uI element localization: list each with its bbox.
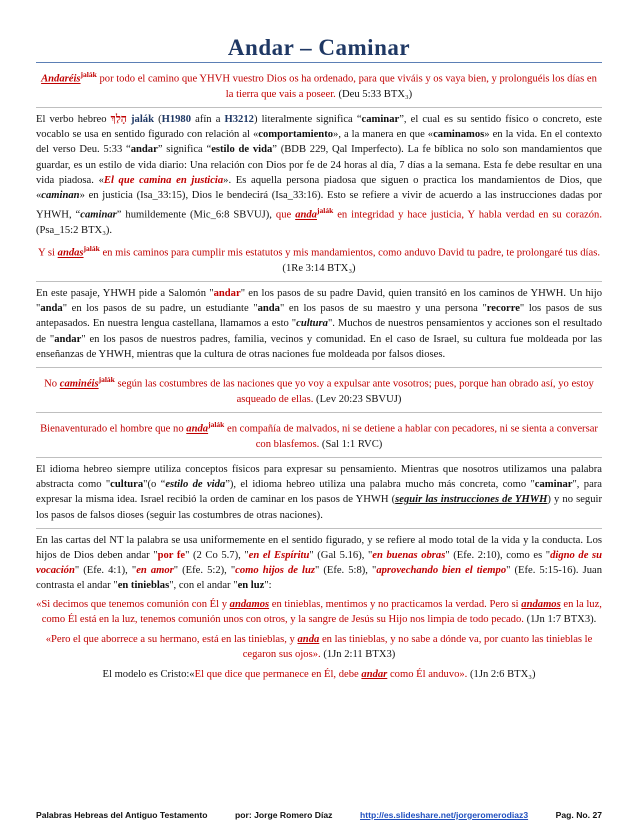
highlight-word: andamos [521, 598, 561, 610]
highlight-word: anda [186, 423, 209, 435]
paragraph-1: El verbo hebreo הָלַךְ jalák (H1980 afín a H3212) literalmente significa “caminar”, el cual es su sentido físico o concreto, este vocablo se usa en sentido figurado con relación al «comportamiento», a la manera en que «caminamos» en la vida. En el contexto del verso Deu. 5:33 “andar” significa “estilo de vida” (BDB 229, Qal Imperfecto). La fe bíblica no solo son mandamientos que guardar, es un estilo de vida diario: Una relación con Dios por fe de 24 horas al día, 7 días a la semana. Esta fe debe resultar en una vida piadosa. «El que camina en justicia». Es aquella persona piadosa que siguen o practica los mandamientos de Dios, que «caminan» en justicia (Isa_33:15), Dios le bendecirá (Isa_33:16). Esto se refiere a vivir de acuerdo a las instrucciones dadas por YHWH, “caminar” humildemente (Mic_6:8 SBVUJ), que anda$^{jalák}$ en integridad y hace justicia, Y habla verdad en su corazón. (Psa_15:2 BTX₃). [36, 113, 603, 236]
verse-reference: (Deu 5:33 BTX₃) [338, 88, 413, 100]
verse-1jn-2-6: El modelo es Cristo:«El que dice que permanece en Él, debe andar como Él anduvo». (1Jn 2:6 BTX₃) [102, 669, 536, 681]
page-title: Andar – Caminar [227, 35, 411, 60]
verse-1re-3-14: Y si andas$^{jalák}$ en mis caminos para cumplir mis estatutos y mis mandamientos, como anduvo David tu padre, te prolongaré tus días. (1Re 3:14 BTX₃) [38, 244, 600, 274]
highlight-word: andas [57, 247, 84, 259]
verse-1jn-2-11: «Pero el que aborrece a su hermano, está en las tinieblas, y anda en las tinieblas, y no sabe a dónde va, por cuanto las tinieblas le cegaron sus ojos». (1Jn 2:11 BTX3) [45, 633, 593, 661]
verse-text: por todo el camino que YHVH vuestro Dios os ha ordenado, para que viváis y os vaya bien, y prolonguéis los días en la tierra que vais a poseer. [99, 73, 597, 100]
hebrew-word: הָלַךְ [110, 113, 127, 125]
verse-lev-20-23: No caminéis$^{jalák}$ según las costumbres de las naciones que yo voy a expulsar ante vosotros; pues, porque han obrado así, yo estoy asqueado de ellas. (Lev 20:23 SBVUJ) [44, 375, 594, 405]
strong-code: H1980 [161, 113, 192, 125]
verse-sal-1-1: Bienaventurado el hombre que no anda$^{jalák}$ en compañía de malvados, ni se detiene a hablar con pecadores, ni se sienta a conversar con blasfemos. (Sal 1:1 RVC) [40, 419, 598, 450]
strong-code: H3212 [224, 113, 254, 125]
separator [36, 412, 602, 413]
highlight-word: anda [297, 633, 320, 645]
footer-book-title: Palabras Hebreas del Antiguo Testamento [36, 810, 208, 820]
verse-deu-5-33 [36, 67, 602, 102]
footer-link[interactable]: http://es.slideshare.net/jorgeromerodiaz3 [360, 810, 529, 820]
highlight-word: andamos [229, 598, 270, 610]
separator [36, 107, 602, 108]
highlight-word: andar [361, 669, 388, 681]
verse-reference: (1Jn 2:6 BTX₃) [470, 669, 536, 681]
paragraph-3: El idioma hebreo siempre utiliza conceptos físicos para expresar su pensamiento. Mientras que nosotros utilizamos una palabra abstracta como "cultura"(o “estilo de vida”), el idioma hebreo utiliza una palabra mucho más concreta, como "caminar", para expresar la misma idea. Israel recibió la orden de caminar en los pasos de YHWH (seguir las instrucciones de YHWH) y no seguir los pasos de falsos dioses (seguir las costumbres de otras naciones). [36, 463, 602, 521]
paragraph-2: En este pasaje, YHWH pide a Salomón "andar" en los pasos de su padre David, quien transitó en los caminos de YHWH. Un hijo "anda" en los pasos de su padre, un estudiante "anda" en los pasos de su maestro y una persona "recorre" los pasos de sus antepasados. En nuestra lengua castellana, llamamos a esto "cultura". Muchos de nuestros pensamientos y acciones son el resultado de "andar" en los pasos de nuestros padres, familia, vecinos y comunidad. En el caso de Israel, su cultura fue moldeada por las enseñanzas de YHWH, mientras que la cultura de otras naciones fue moldeada por falsos dioses. [36, 288, 602, 360]
verse-reference: (1Jn 2:11 BTX3) [323, 649, 396, 661]
separator [36, 367, 602, 368]
highlight-word: caminéis [59, 378, 99, 390]
footer-page-number: Pag. No. 27 [555, 810, 602, 820]
document-page [36, 34, 602, 683]
page-footer [36, 810, 602, 820]
title-rule [36, 62, 602, 63]
verse-1jn-1-7: «Si decimos que tenemos comunión con Él y andamos en tinieblas, mentimos y no practicamos la verdad. Pero si andamos en la luz, como Él está en la luz, tenemos comunión unos con otros, y la sangre de Jesús su Hijo nos limpia de todo pecado. (1Jn 1:7 BTX3). [36, 598, 602, 625]
verse-reference: (1Re 3:14 BTX₃) [282, 262, 356, 274]
separator [36, 528, 602, 529]
verse-reference: (1Jn 1:7 BTX3). [526, 613, 597, 625]
footer-author: por: Jorge Romero Díaz [235, 810, 333, 820]
highlight-word: Andaréis [41, 73, 81, 85]
paragraph-4: En las cartas del NT la palabra se usa uniformemente en el sentido figurado, y se refiere al modo total de la vida y la conducta. Los hijos de Dios deben andar "por fe" (2 Co 5.7), "en el Espíritu" (Gal 5.16), "en buenas obras" (Efe. 2:10), como es "digno de su vocación" (Efe. 4:1), "en amor" (Efe. 5:2), "como hijos de luz" (Efe. 5:8), "aprovechando bien el tiempo" (Efe. 5:15-16). Juan contrasta el andar "en tinieblas", con el andar "en luz": [36, 534, 603, 592]
separator [36, 457, 602, 458]
separator [36, 281, 602, 282]
verse-reference: (Sal 1:1 RVC) [321, 438, 383, 450]
hebrew-tag: jalák [80, 70, 97, 79]
verse-reference: (Lev 20:23 SBVUJ) [316, 393, 402, 405]
